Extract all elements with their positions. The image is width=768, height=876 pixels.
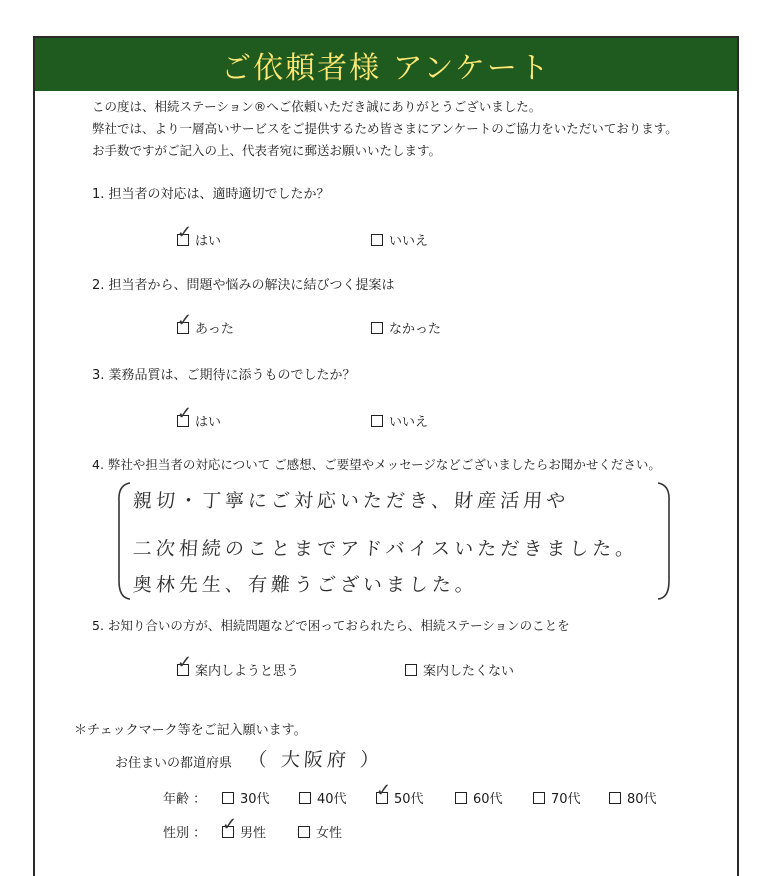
page-title: ご依頼者様 アンケート	[221, 50, 551, 86]
residence-label: お住まいの都道府県	[115, 756, 233, 771]
intro-line-1: この度は、相続ステーション®へご依頼いただき誠にありがとうございました。	[92, 99, 542, 114]
comment-line-3: 奥林先生、有難うございました。	[132, 574, 479, 596]
check-mark-icon: ✓	[177, 309, 193, 331]
comment-line-1: 親切・丁寧にご対応いただき、財産活用や	[132, 490, 570, 512]
check-mark-icon: ✓	[177, 402, 193, 424]
checkbox[interactable]	[222, 792, 234, 804]
checkbox[interactable]	[177, 651, 193, 676]
checkbox[interactable]	[299, 792, 311, 804]
check-mark-icon: ✓	[177, 651, 193, 673]
question-1-label: 1. 担当者の対応は、適時適切でしたか？	[92, 187, 330, 202]
q5-option-no[interactable]: 案内したくない	[405, 660, 514, 679]
checkbox[interactable]	[533, 792, 545, 804]
checkbox[interactable]	[371, 234, 383, 246]
check-mark-icon: ✓	[222, 813, 238, 835]
question-5-label: 5. お知り合いの方が、相続問題などで困っておられたら、相続ステーションのことを	[92, 618, 570, 633]
q3-option-no[interactable]: いいえ	[371, 411, 428, 430]
checkbox[interactable]	[177, 402, 193, 427]
residence-value[interactable]: （ 大阪府 ）	[247, 749, 384, 771]
q2-option-no[interactable]: なかった	[371, 318, 441, 337]
q3-option-yes[interactable]: ✓ はい	[177, 402, 222, 430]
checkbox[interactable]	[298, 826, 310, 838]
checkbox[interactable]	[177, 221, 193, 246]
age-option-60s[interactable]: 60代	[455, 788, 503, 807]
checkbox[interactable]	[371, 322, 383, 334]
q2-option-yes[interactable]: ✓ あった	[177, 309, 234, 337]
q1-option-no[interactable]: いいえ	[371, 230, 428, 249]
age-label: 年齢 ：	[163, 792, 207, 807]
checkbox[interactable]	[371, 415, 383, 427]
question-4-label: 4. 弊社や担当者の対応について ご感想、ご要望やメッセージなどございましたらお聞かせください。	[92, 457, 661, 472]
age-option-30s[interactable]: 30代	[222, 788, 270, 807]
checkbox[interactable]	[177, 309, 193, 334]
checkbox[interactable]	[376, 779, 392, 804]
checkbox[interactable]	[455, 792, 467, 804]
instruction-note: ＊チェックマーク等をご記入願います。	[74, 723, 307, 738]
age-option-50s[interactable]: ✓ 50代	[376, 779, 424, 807]
age-option-40s[interactable]: 40代	[299, 788, 347, 807]
checkbox[interactable]	[405, 664, 417, 676]
check-mark-icon: ✓	[177, 221, 193, 243]
check-mark-icon: ✓	[376, 779, 392, 801]
checkbox[interactable]	[609, 792, 621, 804]
q1-option-yes[interactable]: ✓ はい	[177, 221, 222, 249]
q5-option-yes[interactable]: ✓ 案内しようと思う	[177, 651, 300, 679]
age-option-80s[interactable]: 80代	[609, 788, 657, 807]
age-option-70s[interactable]: 70代	[533, 788, 581, 807]
title-banner	[35, 38, 737, 91]
question-3-label: 3. 業務品質は、ご期待に添うものでしたか？	[92, 368, 356, 383]
intro-line-3: お手数ですがご記入の上、代表者宛に郵送お願いいたします。	[92, 143, 442, 158]
intro-line-2: 弊社では、より一層高いサービスをご提供するため皆さまにアンケートのご協力をいただいております。	[92, 121, 678, 136]
checkbox[interactable]	[222, 813, 238, 838]
gender-option-male[interactable]: ✓ 男性	[222, 813, 267, 841]
gender-option-female[interactable]: 女性	[298, 822, 342, 841]
gender-label: 性別 ：	[163, 826, 207, 841]
comment-line-2: 二次相続のことまでアドバイスいただきました。	[132, 538, 640, 560]
intro-text	[92, 96, 678, 162]
question-2-label: 2. 担当者から、問題や悩みの解決に結びつく提案は	[92, 278, 395, 293]
